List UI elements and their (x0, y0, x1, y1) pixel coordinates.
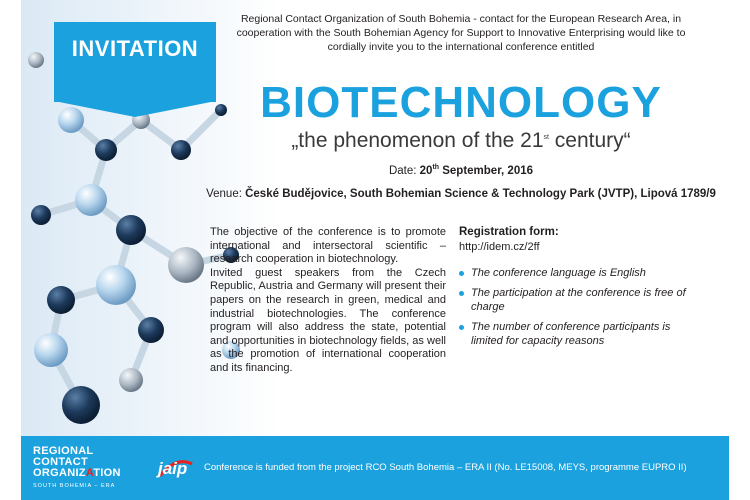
objective-text (210, 226, 446, 376)
rco-logo-subtitle: SOUTH BOHEMIA – ERA (33, 483, 116, 489)
intro-text: Regional Contact Organization of South Bohemia - contact for the European Research Area, in cooperation with the South Bohemian Agency for Support to Innovative Enterprising would like to cordially invite you to the international conference entitled (236, 13, 686, 53)
objective-paragraph: The objective of the conference is to promote international and intersectoral scientific – research cooperation in biotechnology. (210, 226, 446, 266)
conference-venue: Venue: České Budějovice, South Bohemian Science & Technology Park (JVTP), Lipová 1789/9 (206, 188, 716, 200)
footer-bar (21, 436, 729, 500)
conference-date: Date: 20th September, 2016 (388, 164, 534, 177)
list-item: The participation at the conference is free of charge (459, 286, 699, 314)
bullet-icon (459, 325, 464, 330)
registration-title: Registration form: (459, 226, 559, 238)
invitation-badge-tip (54, 101, 216, 117)
funding-note: Conference is funded from the project RCO South Bohemia – ERA II (No. LE15008, MEYS, programme EUPRO II) (204, 462, 687, 473)
conference-title: BIOTECHNOLOGY (260, 78, 662, 127)
jaip-logo: jaip (158, 454, 194, 484)
bullet-icon (459, 271, 464, 276)
rco-logo: REGIONAL CONTACT ORGANIZATION (33, 445, 121, 479)
invitation-badge-label: INVITATION (71, 36, 199, 61)
objective-paragraph: Invited guest speakers from the Czech Republic, Austria and Germany will present their papers on the research in green, medical and industrial biotechnologies. The conference program will also address the state, potential and opportunities in biotechnology fields, as well as the promotion of international cooperation and its financing. (210, 266, 446, 374)
conference-subtitle: „the phenomenon of the 21st century“ (291, 129, 631, 152)
bullet-icon (459, 291, 464, 296)
list-item: The conference language is English (459, 266, 699, 280)
list-item: The number of conference participants is limited for capacity reasons (459, 320, 699, 348)
registration-link[interactable]: http://idem.cz/2ff (459, 241, 540, 253)
info-list (459, 266, 699, 354)
invitation-badge (54, 22, 216, 102)
invitation-card (21, 0, 729, 500)
